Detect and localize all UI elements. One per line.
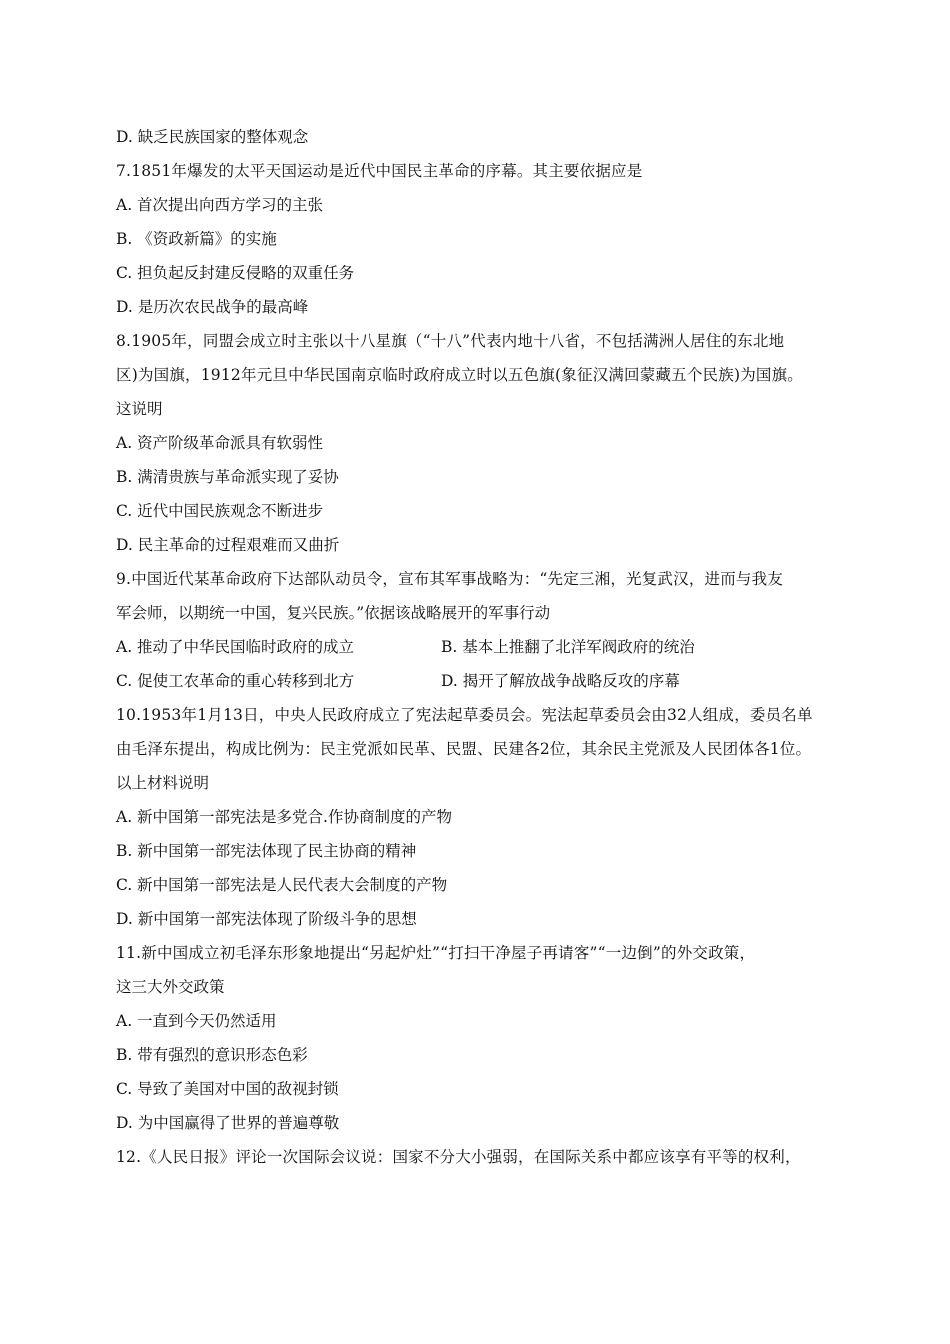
question-7-stem: 7.1851年爆发的太平天国运动是近代中国民主革命的序幕。其主要依据应是 (116, 162, 643, 180)
option-a: A. 资产阶级革命派具有软弱性 (116, 434, 324, 452)
option-a: A. 首次提出向西方学习的主张 (116, 196, 324, 214)
question-8-stem: 8.1905年，同盟会成立时主张以十八星旗（“十八”代表内地十八省，不包括满洲人居住的东北地 (116, 332, 785, 350)
option-b: B. 新中国第一部宪法体现了民主协商的精神 (116, 842, 417, 860)
option-c: C. 担负起反封建反侵略的双重任务 (116, 264, 355, 282)
question-11-stem-end: 这三大外交政策 (116, 978, 225, 996)
question-10-stem-end: 以上材料说明 (116, 774, 210, 792)
option-d: D. 为中国赢得了世界的普遍尊敬 (116, 1114, 340, 1132)
option-c: C. 新中国第一部宪法是人民代表大会制度的产物 (116, 876, 448, 894)
option-b: B. 带有强烈的意识形态色彩 (116, 1046, 308, 1064)
options-row (116, 630, 852, 664)
option-a: A. 新中国第一部宪法是多党合.作协商制度的产物 (116, 808, 452, 826)
option-a: A. 推动了中华民国临时政府的成立 (116, 638, 355, 656)
option-d: D. 是历次农民战争的最高峰 (116, 298, 309, 316)
option-b: B. 基本上推翻了北洋军阀政府的统治 (441, 638, 695, 656)
question-10-stem: 10.1953年1月13日，中央人民政府成立了宪法起草委员会。宪法起草委员会由32人组成，委员名单 (116, 706, 813, 724)
option-d: D. 揭开了解放战争战略反攻的序幕 (441, 672, 680, 690)
question-10-stem-cont: 由毛泽东提出，构成比例为：民主党派如民革、民盟、民建各2位，其余民主党派及人民团体各1位。 (116, 740, 812, 758)
option-c: C. 促使工农革命的重心转移到北方 (116, 672, 355, 690)
option-d: D. 新中国第一部宪法体现了阶级斗争的思想 (116, 910, 417, 928)
options-row (116, 664, 852, 698)
option-b: B. 满清贵族与革命派实现了妥协 (116, 468, 339, 486)
question-8-stem-end: 这说明 (116, 400, 163, 418)
question-8-stem-cont: 区)为国旗，1912年元旦中华民国南京临时政府成立时以五色旗(象征汉满回蒙藏五个民族)为国旗。 (116, 366, 803, 384)
question-9-stem-cont: 军会师，以期统一中国，复兴民族。”依据该战略展开的军事行动 (116, 604, 551, 622)
option-c: C. 导致了美国对中国的敌视封锁 (116, 1080, 339, 1098)
option-d: D. 民主革命的过程艰难而又曲折 (116, 536, 340, 554)
option-c: C. 近代中国民族观念不断进步 (116, 502, 324, 520)
document-page (116, 120, 852, 1174)
question-11-stem: 11.新中国成立初毛泽东形象地提出“另起炉灶”“打扫干净屋子再请客”“一边倒”的外交政策， (116, 944, 756, 962)
text-line: D. 缺乏民族国家的整体观念 (116, 128, 309, 146)
question-9-stem: 9.中国近代某革命政府下达部队动员令，宣布其军事战略为：“先定三湘，光复武汉，进而与我友 (116, 570, 784, 588)
option-a: A. 一直到今天仍然适用 (116, 1012, 277, 1030)
option-b: B. 《资政新篇》的实施 (116, 230, 277, 248)
question-12-stem: 12.《人民日报》评论一次国际会议说：国家不分大小强弱，在国际关系中都应该享有平等的权利， (116, 1148, 801, 1166)
